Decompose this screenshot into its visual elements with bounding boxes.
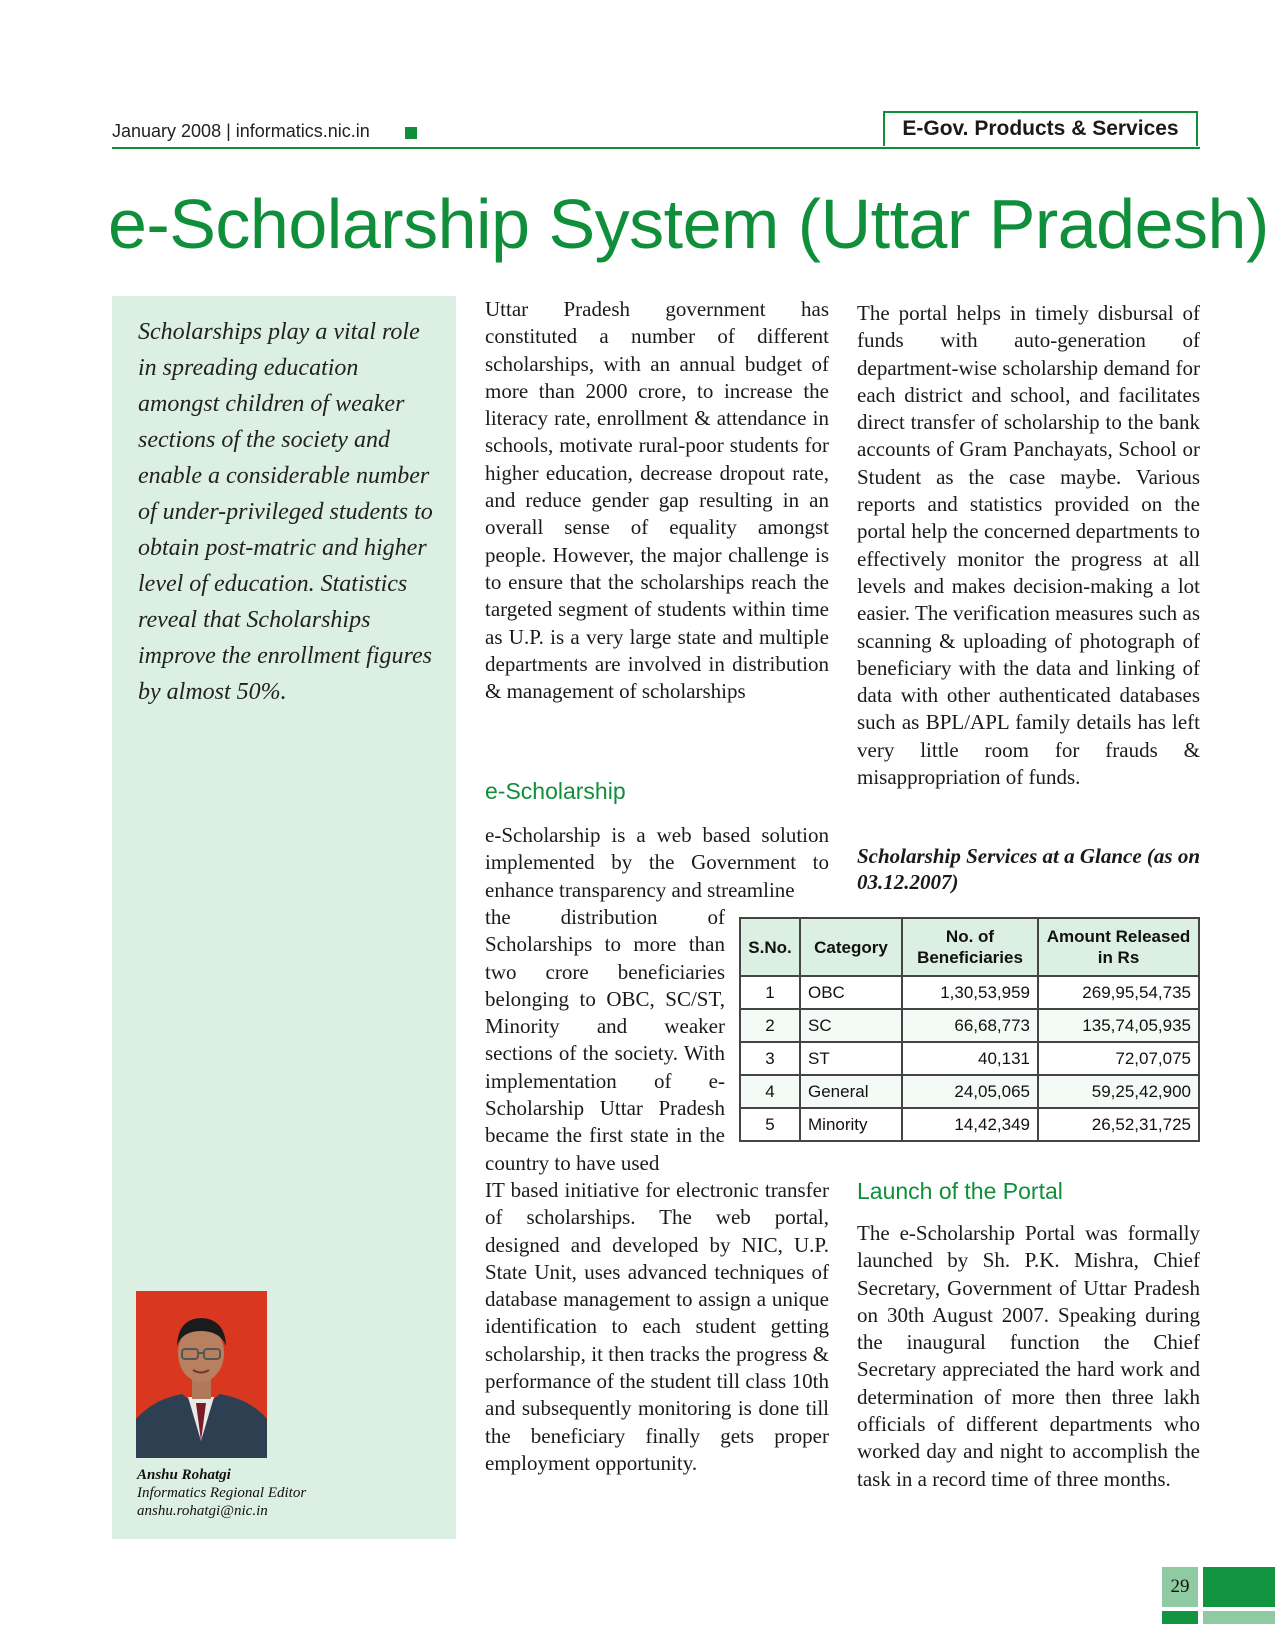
escholarship-paragraph-part1: e-Scholarship is a web based solution implemented by the Government to enhance transparency and streamline xyxy=(485,823,829,902)
cell-sno: 1 xyxy=(740,976,800,1009)
cell-amount: 72,07,075 xyxy=(1038,1042,1199,1075)
header-beneficiaries: No. of Beneficiaries xyxy=(902,918,1038,976)
cell-amount: 26,52,31,725 xyxy=(1038,1108,1199,1141)
cell-category: General xyxy=(800,1075,902,1108)
scholarship-table xyxy=(739,917,1200,1142)
intro-paragraph: Uttar Pradesh government has constituted a number of different scholarships, with an annual budget of more than 2000 crore, to increase the literacy rate, enrollment & attendance in schools, motivate rural-poor students for higher education, decrease dropout rate, and reduce gender gap resulting in an overall sense of equality amongst people. However, the major challenge is to ensure that the scholarships reach the targeted segment of students within time as U.P. is a very large state and multiple departments are involved in distribution & management of scholarships xyxy=(485,297,829,704)
header-amount: Amount Released in Rs xyxy=(1038,918,1199,976)
header-sno: S.No. xyxy=(740,918,800,976)
page-number: 29 xyxy=(1170,1576,1190,1597)
cell-beneficiaries: 14,42,349 xyxy=(902,1108,1038,1141)
author-photo xyxy=(136,1291,267,1458)
footer-block-dark-small xyxy=(1162,1611,1198,1624)
cell-beneficiaries: 66,68,773 xyxy=(902,1009,1038,1042)
escholarship-paragraph-part3: IT based initiative for electronic transfer of scholarships. The web portal, designed and developed by NIC, U.P. State Unit, uses advanced techniques of database management to assign a unique identification to each student getting scholarship, it then tracks the progress & performance of the student till class 10th and subsequently monitoring is done till the beneficiary finally gets proper employment opportunity. xyxy=(485,1178,829,1475)
section-heading-escholarship: e-Scholarship xyxy=(485,778,626,804)
escholarship-paragraph-part2: the distribution of Scholarships to more than two crore beneficiaries belonging to OBC, SC/ST, Minority and weaker sections of the society. With implementation of e-Scholarship Uttar Pradesh became the first state in the country to have used xyxy=(485,905,725,1175)
table-header-row xyxy=(740,918,1199,976)
cell-amount: 59,25,42,900 xyxy=(1038,1075,1199,1108)
pull-quote: Scholarships play a vital role in spreading education amongst children of weaker sections of the society and enable a considerable number of under-privileged students to obtain post-matric and higher level of education. Statistics reveal that Scholarships improve the enrollment figures by almost 50%. xyxy=(138,319,433,705)
cell-beneficiaries: 1,30,53,959 xyxy=(902,976,1038,1009)
portal-paragraph: The portal helps in timely disbursal of funds with auto-generation of department-wise scholarship demand for each district and school, and facilitates direct transfer of scholarship to the bank accounts of Gram Panchayats, School or Student as the case maybe. Various reports and statistics provided on the portal help the concerned departments to effectively monitor the progress at all levels and makes decision-making a lot easier. The verification measures such as scanning & uploading of photograph of beneficiary with the data and linking of data with other authenticated databases such as BPL/APL family details has left very little room for frauds & misappropriation of funds. xyxy=(857,301,1200,790)
portrait-icon xyxy=(136,1291,267,1458)
cell-sno: 5 xyxy=(740,1108,800,1141)
cell-beneficiaries: 24,05,065 xyxy=(902,1075,1038,1108)
footer-block-dark xyxy=(1203,1567,1275,1607)
table-row xyxy=(740,1009,1199,1042)
cell-category: Minority xyxy=(800,1108,902,1141)
section-tag: E-Gov. Products & Services xyxy=(883,111,1198,146)
author-email: anshu.rohatgi@nic.in xyxy=(137,1503,268,1519)
cell-amount: 135,74,05,935 xyxy=(1038,1009,1199,1042)
header-rule xyxy=(112,147,1200,149)
launch-paragraph: The e-Scholarship Portal was formally launched by Sh. P.K. Mishra, Chief Secretary, Government of Uttar Pradesh on 30th August 2007. Speaking during the inaugural function the Chief Secretary appreciated the hard work and determination of more then three lakh officials of different departments who worked day and night to accomplish the task in a record time of three months. xyxy=(857,1221,1200,1491)
cell-sno: 2 xyxy=(740,1009,800,1042)
author-name: Anshu Rohatgi xyxy=(137,1467,231,1483)
issue-line: January 2008 | informatics.nic.in xyxy=(112,121,370,141)
cell-beneficiaries: 40,131 xyxy=(902,1042,1038,1075)
table-row xyxy=(740,1042,1199,1075)
footer-block-light-small xyxy=(1203,1611,1275,1624)
cell-sno: 3 xyxy=(740,1042,800,1075)
cell-sno: 4 xyxy=(740,1075,800,1108)
table-caption: Scholarship Services at a Glance (as on 03.12.2007) xyxy=(857,844,1201,894)
header-category: Category xyxy=(800,918,902,976)
cell-category: SC xyxy=(800,1009,902,1042)
section-heading-launch: Launch of the Portal xyxy=(857,1178,1063,1204)
page-title: e-Scholarship System (Uttar Pradesh) xyxy=(108,185,1269,263)
table-row xyxy=(740,976,1199,1009)
table-row xyxy=(740,1075,1199,1108)
header-square-icon xyxy=(405,127,417,139)
cell-category: OBC xyxy=(800,976,902,1009)
author-credit xyxy=(137,1466,306,1520)
cell-category: ST xyxy=(800,1042,902,1075)
table-row xyxy=(740,1108,1199,1141)
cell-amount: 269,95,54,735 xyxy=(1038,976,1199,1009)
author-role: Informatics Regional Editor xyxy=(137,1485,307,1501)
